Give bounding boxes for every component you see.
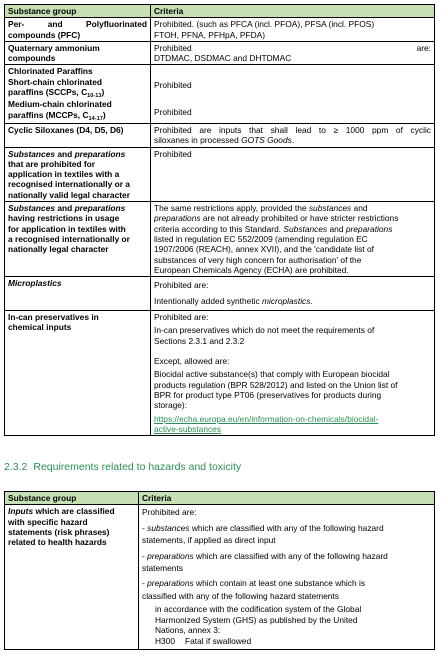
table-row-prohibited-recognised xyxy=(5,147,435,201)
section-heading xyxy=(4,461,247,473)
table-row-microplastics xyxy=(5,277,435,311)
table-row-in-can-preservatives xyxy=(5,311,435,436)
header-substance-group: Substance group xyxy=(5,5,151,18)
header-criteria: Criteria xyxy=(139,492,435,505)
header-criteria: Criteria xyxy=(151,5,435,18)
table-row-chlorinated-paraffins xyxy=(5,65,435,123)
table-header-row xyxy=(5,492,435,505)
siloxanes-criteria-cell: Prohibited are inputs that shall lead to ≥ 1000 ppm of cyclic siloxanes in processed GOTS Goods. xyxy=(151,123,435,147)
section-title: Requirements related to hazards and toxicity xyxy=(33,461,242,473)
incan-criteria-cell: Prohibited are: In-can preservatives which do not meet the requirements of Sections 2.3.1 and 2.3.2 Except, allowed are: Biocidal active substance(s) that comply with European biocidal products regulation (BPR 528/2012) and listed on the Union list of BPR for product type PT06 (preservatives for products during storage): https://echa.europa.eu/en/information-on-chemicals/biocidal- active-substances xyxy=(151,311,435,436)
echa-link-continued[interactable]: active-substances xyxy=(154,423,222,434)
microplastics-group-cell: Microplastics xyxy=(5,277,151,311)
pfc-group-cell: Per- and Polyfluorinated compounds (PFC) xyxy=(5,18,151,42)
hazard-code: H300 xyxy=(155,635,176,646)
restricted-recognised-criteria-cell: The same restrictions apply, provided the substances and preparations are not already prohibited or have stricter restrictions criteria according to this Standard. Substances and preparations listed in regulation EC 552/2009 (amending regulation EC 1907/2006 (REACH), annex XVII), and the 'candidate list of substances of very high concern for authorisation' of the European Chemicals Agency (ECHA) are prohibited. xyxy=(151,202,435,277)
hazard-group-cell: Inputs which are classified with specific hazard statements (risk phrases) related to health hazards xyxy=(5,505,139,650)
hazard-text: Fatal if swallowed xyxy=(185,635,252,646)
header-substance-group: Substance group xyxy=(5,492,139,505)
paraffins-group-cell: Chlorinated Paraffins Short-chain chlorinated paraffins (SCCPs, $C_{10-13}$) Medium-chain chlorinated paraffins (MCCPs, $C_{14-17}$) xyxy=(5,65,151,123)
hazard-substances-table xyxy=(4,491,435,650)
prohibited-substances-table xyxy=(4,4,435,436)
hazard-criteria-cell: Prohibited are: - substances which are classified with any of the following hazard statements, if applied as direct input - preparations which are classified with any of the following hazard statements - preparations which contain at least one substance which is classified with any of the following hazard statements in accordance with the codification system of the Global Harmonized System (GHS) as published by the United Nations, annex 3: H300 Fatal if swallowed xyxy=(139,505,435,650)
microplastics-criteria-cell: Prohibited are: Intentionally added synthetic microplastics. xyxy=(151,277,435,311)
table-header-row xyxy=(5,5,435,18)
pfc-criteria-cell: Prohibited. (such as PFCA (incl. PFOA), PFSA (incl. PFOS) FTOH, PFNA, PFHpA, PFDA) xyxy=(151,18,435,42)
prohibited-recognised-group-cell: Substances and preparations that are prohibited for application in textiles with a recognised internationally or a nationally valid legal character xyxy=(5,147,151,201)
restricted-recognised-group-cell: Substances and preparations having restrictions in usage for application in textiles with a recognised internationally or nationally legal character xyxy=(5,202,151,277)
incan-group-cell: In-can preservatives in chemical inputs xyxy=(5,311,151,436)
table-row-quaternary-ammonium xyxy=(5,41,435,65)
prohibited-recognised-criteria-cell: Prohibited xyxy=(151,147,435,201)
table-row-restricted-recognised xyxy=(5,202,435,277)
quat-criteria-cell: Prohibited are: DTDMAC, DSDMAC and DHTDMAC xyxy=(151,41,435,65)
section-number: 2.3.2 xyxy=(4,461,28,473)
quat-group-cell: Quaternary ammonium compounds xyxy=(5,41,151,65)
table-row-pfc xyxy=(5,18,435,42)
siloxanes-group-cell: Cyclic Siloxanes (D4, D5, D6) xyxy=(5,123,151,147)
paraffins-criteria-cell: Prohibited Prohibited xyxy=(151,65,435,123)
table-row-cyclic-siloxanes xyxy=(5,123,435,147)
table-row-hazard-inputs xyxy=(5,505,435,650)
echa-link[interactable]: https://echa.europa.eu/en/information-on-chemicals/biocidal- xyxy=(154,413,379,424)
